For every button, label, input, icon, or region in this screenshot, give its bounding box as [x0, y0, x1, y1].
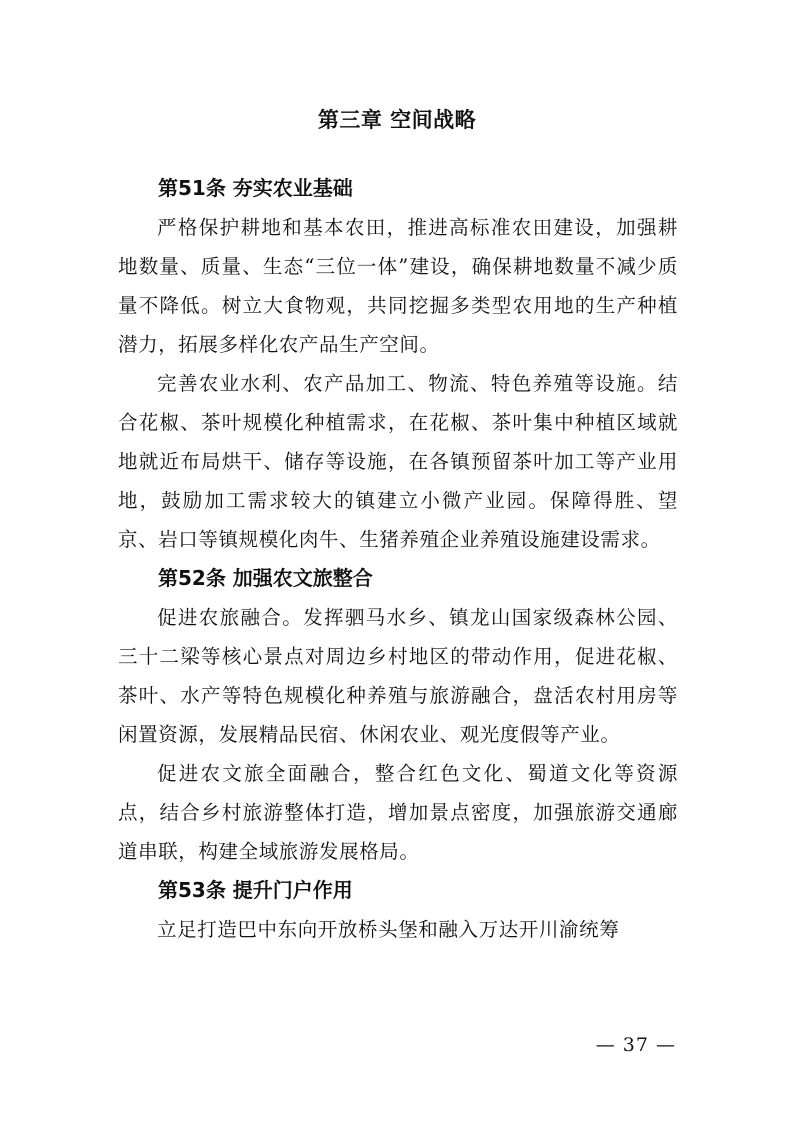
chapter-title: 第三章 空间战略 [317, 108, 477, 132]
article-heading: 第52条 加强农文旅整合 [158, 566, 373, 590]
paragraph: 促进农文旅全面融合，整合红色文化、蜀道文化等资源点，结合乡村旅游整体打造，增加景点密度，加强旅游交通廊道串联，构建全域旅游发展格局。 [118, 762, 678, 863]
paragraph: 完善农业水利、农产品加工、物流、特色养殖等设施。结合花椒、茶叶规模化种植需求，在花椒、茶叶集中种植区域就地就近布局烘干、储存等设施，在各镇预留茶叶加工等产业用地，鼓励加工需求较大的镇建立小微产业园。保障得胜、望京、岩口等镇规模化肉牛、生猪养殖企业养殖设施建设需求。 [118, 372, 678, 551]
article-52 [118, 559, 678, 871]
page-number: — 37 — [595, 1034, 676, 1056]
paragraph: 促进农旅融合。发挥驷马水乡、镇龙山国家级森林公园、三十二梁等核心景点对周边乡村地区的带动作用，促进花椒、茶叶、水产等特色规模化种养殖与旅游融合，盘活农村用房等闲置资源，发展精品民宿、休闲农业、观光度假等产业。 [118, 606, 678, 746]
document-body [118, 169, 678, 949]
paragraph: 严格保护耕地和基本农田，推进高标准农田建设，加强耕地数量、质量、生态“三位一体”建设，确保耕地数量不减少质量不降低。树立大食物观，共同挖掘多类型农用地的生产种植潜力，拓展多样化农产品生产空间。 [118, 216, 678, 356]
article-51 [118, 169, 678, 559]
paragraph: 立足打造巴中东向开放桥头堡和融入万达开川渝统筹 [157, 918, 620, 941]
article-heading: 第51条 夯实农业基础 [158, 176, 353, 200]
article-53 [118, 871, 678, 949]
article-heading: 第53条 提升门户作用 [158, 878, 353, 902]
